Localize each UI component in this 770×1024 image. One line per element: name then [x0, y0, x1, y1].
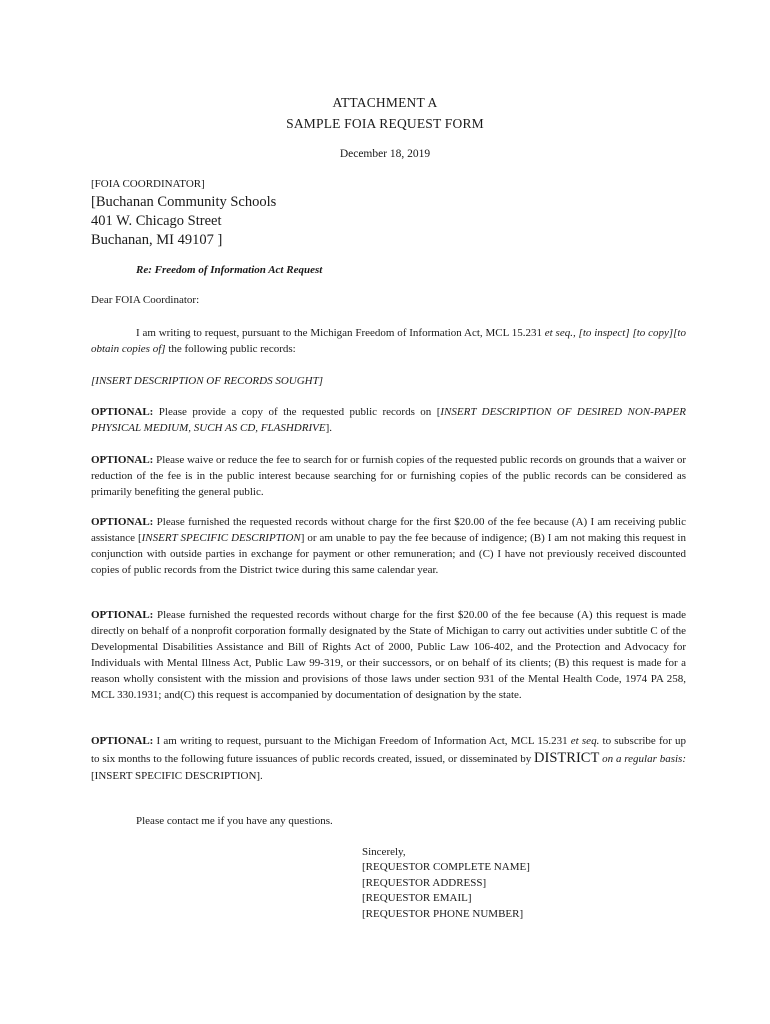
opt3-text-b: ] or am unable to pay the fee because of indigence; (B) I am not making this request in conjunction with outside parties in exchange for payment or other remuneration; and (C) I have not previously received discounted copies of public records from the District twice during this same calendar year. — [91, 532, 686, 576]
document-title: ATTACHMENT A — [332, 95, 438, 110]
closing-question: Please contact me if you have any questions. — [136, 815, 333, 827]
optional-paragraph-5 — [91, 733, 686, 785]
signature-email: [REQUESTOR EMAIL] — [362, 892, 472, 904]
optional-paragraph-1 — [91, 404, 686, 436]
opt1-end: ]. — [325, 422, 332, 434]
signature-name: [REQUESTOR COMPLETE NAME] — [362, 861, 530, 873]
opt3-text-a: Please furnished the requested records without charge for the first $20.00 of the fee because (A) I am receiving public assistance [ — [91, 516, 686, 544]
intro-end: the following public records: — [165, 343, 296, 355]
document-date: December 18, 2019 — [339, 148, 431, 160]
intro-text: I am writing to request, pursuant to the Michigan Freedom of Information Act, MCL 15.231 — [136, 327, 545, 339]
optional-paragraph-3 — [91, 514, 686, 578]
signature-address: [REQUESTOR ADDRESS] — [362, 877, 487, 889]
address-coordinator: [FOIA COORDINATOR] — [91, 178, 205, 190]
salutation: Dear FOIA Coordinator: — [91, 294, 200, 306]
opt1-text: Please provide a copy of the requested public records on [ — [153, 406, 441, 418]
optional-label: OPTIONAL: — [91, 516, 154, 528]
address-street: 401 W. Chicago Street — [91, 213, 222, 229]
optional-label: OPTIONAL: — [91, 406, 154, 418]
opt5-text-c: [INSERT SPECIFIC DESCRIPTION]. — [91, 770, 263, 782]
signature-sincerely: Sincerely, — [362, 846, 406, 858]
opt5-district: DISTRICT — [534, 750, 600, 766]
address-city: Buchanan, MI 49107 ] — [91, 232, 223, 248]
intro-options: , [to inspect] [to copy][to obtain copies of] — [91, 327, 686, 355]
opt5-italic-1: et seq. — [570, 735, 600, 747]
opt4-text: Please furnished the requested records without charge for the first $20.00 of the fee because (A) this request is made directly on behalf of a nonprofit corporation formally designated by the State of Michigan to carry out activities under subtitle C of the Developmental Disabilities Assistance and Bill of Rights Act of 2000, Public Law 106-402, and the Protection and Advocacy for Individuals with Mental Illness Act, Public Law 99-319, or their successors, or on behalf of its clients; (B) this request is made for a reason wholly consistent with the mission and provisions of those laws under section 931 of the Mental Health Code, 1974 PA 258, MCL 330.1931; and(C) this request is accompanied by documentation of designation by the state. — [91, 609, 686, 701]
re-line: Re: Freedom of Information Act Request — [136, 264, 323, 276]
intro-paragraph — [91, 325, 686, 357]
optional-label: OPTIONAL: — [91, 735, 154, 747]
opt5-text-b: to subscribe for up to six months to the following future issuances of public records created, issued, or disseminated by — [91, 735, 686, 765]
intro-italic: et seq. — [544, 327, 573, 339]
opt5-text-a: I am writing to request, pursuant to the Michigan Freedom of Information Act, MCL 15.231 — [153, 735, 571, 747]
address-organization: [Buchanan Community Schools — [91, 194, 277, 210]
optional-paragraph-2 — [91, 452, 686, 500]
optional-paragraph-4 — [91, 607, 686, 703]
optional-label: OPTIONAL: — [91, 609, 154, 621]
opt2-text: Please waive or reduce the fee to search for or furnish copies of the requested public records on grounds that a waiver or reduction of the fee is in the public interest because searching for or furnishing copies of the public records can be considered as primarily benefiting the general public. — [91, 454, 686, 498]
opt1-italic: INSERT DESCRIPTION OF DESIRED NON-PAPER PHYSICAL MEDIUM, SUCH AS CD, FLASHDRIVE — [91, 406, 686, 434]
opt5-italic-2: on a regular basis: — [599, 753, 686, 765]
opt3-italic: INSERT SPECIFIC DESCRIPTION — [141, 532, 301, 544]
optional-label: OPTIONAL: — [91, 454, 154, 466]
document-subtitle: SAMPLE FOIA REQUEST FORM — [286, 116, 484, 131]
records-placeholder: [INSERT DESCRIPTION OF RECORDS SOUGHT] — [91, 375, 324, 387]
signature-phone: [REQUESTOR PHONE NUMBER] — [362, 908, 524, 920]
